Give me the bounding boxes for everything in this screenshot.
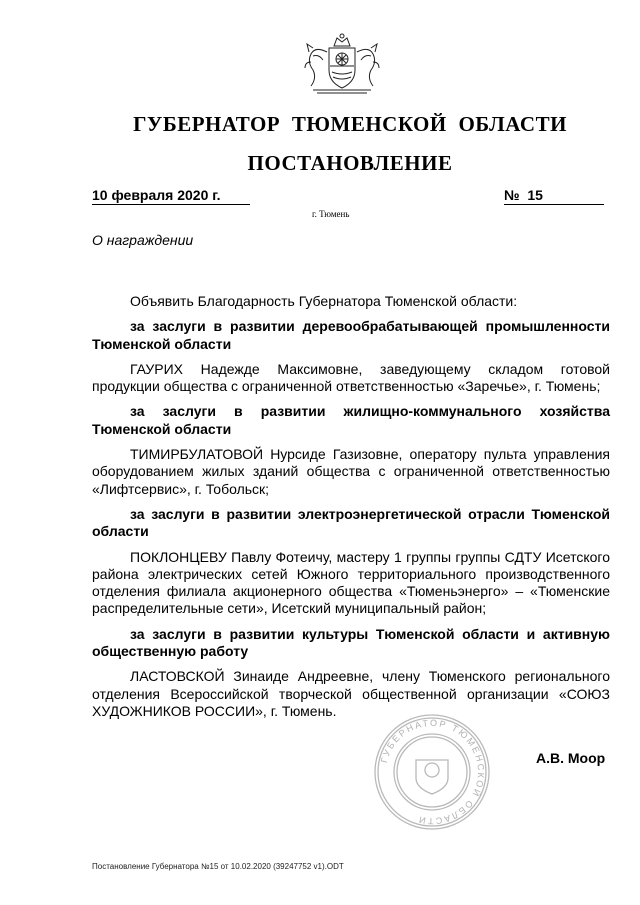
document-number-field xyxy=(504,187,604,205)
document-date: 10 февраля 2020 г. xyxy=(92,187,250,205)
section-heading: за заслуги в развитии культуры Тюменской области и активную общественную работу xyxy=(92,625,610,660)
section-text: ГАУРИХ Надежде Максимовне, заведующему складом готовой продукции общества с ограниченной ответственностью «Заречье», г. Тюмень; xyxy=(92,360,610,395)
section-text: ПОКЛОНЦЕВУ Павлу Фотеичу, мастеру 1 группы группы СДТУ Исетского района электрических сетей Южного территориального производственного отделения филиала акционерного общества «Тюменьэнерго» – «Тюменские распределительные сети», Исетский муниципальный район; xyxy=(92,548,610,617)
intro-paragraph: Объявить Благодарность Губернатора Тюменской области: xyxy=(130,293,518,309)
section-heading: за заслуги в развитии электроэнергетической отрасли Тюменской области xyxy=(92,505,610,540)
number-sign: № xyxy=(504,187,520,203)
coat-of-arms-icon xyxy=(299,32,385,96)
document-body xyxy=(92,293,610,720)
section-heading: за заслуги в развитии деревообрабатывающей промышленности Тюменской области xyxy=(92,318,610,352)
signatory-name: А.В. Моор xyxy=(536,750,606,766)
document-footer: Постановление Губернатора №15 от 10.02.2020 (39247752 v1).ODT xyxy=(92,862,344,871)
document-number: 15 xyxy=(527,187,543,203)
official-seal xyxy=(372,712,492,832)
section-text: ЛАСТОВСКОЙ Зинаиде Андреевне, члену Тюменского регионального отделения Всероссийской творческой общественной организации «СОЮЗ ХУДОЖНИКОВ РОССИИ», г. Тюмень. xyxy=(92,668,610,719)
document-subject: О награждении xyxy=(92,232,194,248)
seal-ring-text: ГУБЕРНАТОР ТЮМЕНСКОЙ ОБЛАСТИ xyxy=(378,717,487,827)
document-city: г. Тюмень xyxy=(312,209,350,219)
organization-title: ГУБЕРНАТОР ТЮМЕНСКОЙ ОБЛАСТИ xyxy=(133,112,567,136)
section-heading: за заслуги в развитии жилищно-коммунального хозяйства Тюменской области xyxy=(92,403,610,437)
document-type-title: ПОСТАНОВЛЕНИЕ xyxy=(247,151,453,175)
section-text: ТИМИРБУЛАТОВОЙ Нурсиде Газизовне, оператору пульта управления оборудованием жилых зданий общества с ограниченной ответственностью «Лифтсервис», г. Тобольск; xyxy=(92,446,610,497)
